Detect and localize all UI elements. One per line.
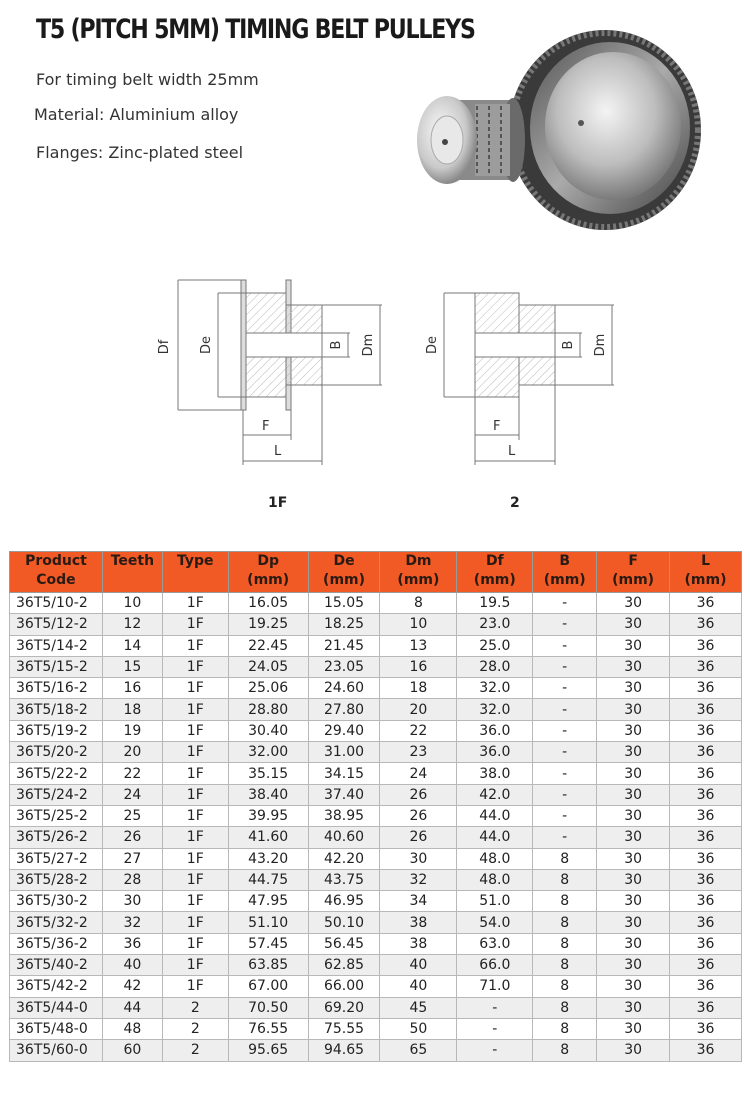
table-cell: 27.80	[308, 699, 380, 720]
table-cell: 8	[533, 1018, 597, 1039]
table-cell: 36	[102, 933, 162, 954]
table-cell: 50.10	[308, 912, 380, 933]
table-cell: 31.00	[308, 742, 380, 763]
table-cell: 8	[533, 997, 597, 1018]
table-cell: 19.5	[457, 593, 533, 614]
dim-dm-label-2: Dm	[593, 333, 608, 357]
table-cell: 48.0	[457, 848, 533, 869]
table-cell: 36	[670, 976, 742, 997]
table-cell: 36	[670, 912, 742, 933]
table-cell: 30	[597, 699, 670, 720]
dim-df-label: Df	[157, 339, 172, 355]
table-cell: 34	[380, 891, 457, 912]
table-cell: 30	[597, 827, 670, 848]
table-cell: 30	[597, 1018, 670, 1039]
drawing-type-1f	[178, 280, 382, 465]
table-cell: 8	[533, 848, 597, 869]
table-cell: -	[533, 805, 597, 826]
dim-l-label: L	[274, 444, 282, 459]
table-cell: 8	[380, 593, 457, 614]
table-cell: 51.10	[228, 912, 308, 933]
table-cell: 25.0	[457, 635, 533, 656]
table-cell: 38	[380, 933, 457, 954]
table-cell: 30.40	[228, 720, 308, 741]
table-cell: 29.40	[308, 720, 380, 741]
table-cell: 1F	[162, 763, 228, 784]
table-cell: 36.0	[457, 742, 533, 763]
table-cell: -	[533, 614, 597, 635]
table-cell: 28	[102, 869, 162, 890]
table-cell: -	[533, 593, 597, 614]
table-cell: 22	[102, 763, 162, 784]
column-header-unit: (mm)	[323, 572, 366, 588]
table-cell: 14	[102, 635, 162, 656]
table-cell: -	[457, 997, 533, 1018]
table-cell: 30	[597, 763, 670, 784]
table-cell: -	[533, 699, 597, 720]
table-cell: 36	[670, 593, 742, 614]
column-header-unit: (mm)	[543, 572, 586, 588]
table-cell: 75.55	[308, 1018, 380, 1039]
column-header-name: Product	[25, 553, 87, 569]
drawing-label-1f: 1F	[268, 495, 288, 511]
table-cell: 42	[102, 976, 162, 997]
table-cell: 51.0	[457, 891, 533, 912]
table-cell: 18	[380, 678, 457, 699]
table-cell: 44.75	[228, 869, 308, 890]
table-cell: -	[533, 635, 597, 656]
table-cell: 38.95	[308, 805, 380, 826]
table-cell: 36T5/27-2	[10, 848, 103, 869]
table-cell: 36T5/24-2	[10, 784, 103, 805]
table-cell: 36	[670, 997, 742, 1018]
table-cell: 1F	[162, 635, 228, 656]
table-cell: 1F	[162, 784, 228, 805]
table-cell: 8	[533, 955, 597, 976]
table-cell: -	[533, 656, 597, 677]
table-cell: 36	[670, 933, 742, 954]
table-cell: 36T5/25-2	[10, 805, 103, 826]
table-cell: 21.45	[308, 635, 380, 656]
column-header	[457, 552, 533, 593]
table-cell: 36	[670, 827, 742, 848]
table-cell: 13	[380, 635, 457, 656]
table-cell: 32	[380, 869, 457, 890]
drawing-type-2	[444, 293, 614, 465]
table-cell: 18	[102, 699, 162, 720]
column-header-name: Teeth	[110, 553, 155, 569]
table-cell: 38	[380, 912, 457, 933]
table-cell: 36	[670, 635, 742, 656]
table-cell: 40	[380, 976, 457, 997]
table-header-row	[10, 552, 742, 593]
table-cell: 25.06	[228, 678, 308, 699]
table-cell: 36	[670, 848, 742, 869]
table-cell: 63.0	[457, 933, 533, 954]
table-cell: 36T5/28-2	[10, 869, 103, 890]
table-cell: 36T5/12-2	[10, 614, 103, 635]
dim-l-label-2: L	[508, 444, 516, 459]
table-cell: 30	[597, 997, 670, 1018]
table-cell: 32.0	[457, 678, 533, 699]
table-cell: 36T5/30-2	[10, 891, 103, 912]
table-cell: 30	[597, 720, 670, 741]
table-cell: 24.05	[228, 656, 308, 677]
table-row	[10, 763, 742, 784]
spec-flanges: Flanges: Zinc-plated steel	[36, 143, 244, 162]
table-cell: 1F	[162, 933, 228, 954]
table-cell: 45	[380, 997, 457, 1018]
table-cell: 30	[597, 933, 670, 954]
table-cell: 36T5/19-2	[10, 720, 103, 741]
table-cell: 66.0	[457, 955, 533, 976]
page-title: T5 (PITCH 5MM) TIMING BELT PULLEYS	[36, 14, 475, 45]
dimension-drawings	[150, 275, 630, 525]
table-cell: 1F	[162, 891, 228, 912]
column-header-name: Dm	[405, 553, 432, 569]
pulley-photo	[405, 20, 705, 230]
table-cell: 1F	[162, 699, 228, 720]
table-cell: 30	[597, 593, 670, 614]
column-header-unit: (mm)	[397, 572, 440, 588]
table-cell: 8	[533, 891, 597, 912]
table-row	[10, 891, 742, 912]
table-cell: 95.65	[228, 1040, 308, 1061]
column-header-name: B	[559, 553, 571, 569]
table-cell: 40	[380, 955, 457, 976]
table-cell: 44	[102, 997, 162, 1018]
table-cell: 65	[380, 1040, 457, 1061]
table-cell: 54.0	[457, 912, 533, 933]
table-cell: 24.60	[308, 678, 380, 699]
table-cell: 23	[380, 742, 457, 763]
table-cell: 30	[597, 869, 670, 890]
table-cell: 36	[670, 891, 742, 912]
table-cell: 30	[597, 955, 670, 976]
column-header	[533, 552, 597, 593]
table-cell: 30	[102, 891, 162, 912]
table-row	[10, 593, 742, 614]
table-cell: 36T5/10-2	[10, 593, 103, 614]
table-cell: 30	[597, 976, 670, 997]
table-row	[10, 869, 742, 890]
table-cell: 40	[102, 955, 162, 976]
table-cell: 1F	[162, 742, 228, 763]
table-cell: -	[533, 742, 597, 763]
table-cell: 32	[102, 912, 162, 933]
table-cell: 36	[670, 742, 742, 763]
column-header	[102, 552, 162, 593]
table-cell: 26	[380, 784, 457, 805]
table-cell: 30	[597, 805, 670, 826]
dim-b-label-2: B	[561, 340, 576, 350]
table-cell: 28.0	[457, 656, 533, 677]
table-cell: 16	[380, 656, 457, 677]
table-cell: 16.05	[228, 593, 308, 614]
column-header-name: F	[628, 553, 638, 569]
table-row	[10, 976, 742, 997]
table-cell: 19	[102, 720, 162, 741]
table-cell: 1F	[162, 976, 228, 997]
table-cell: 26	[380, 827, 457, 848]
dim-f-label: F	[262, 419, 270, 434]
large-pulley	[509, 30, 701, 230]
table-cell: 32.00	[228, 742, 308, 763]
table-cell: 36	[670, 955, 742, 976]
table-cell: 36	[670, 805, 742, 826]
table-cell: 30	[380, 848, 457, 869]
table-cell: 66.00	[308, 976, 380, 997]
table-row	[10, 635, 742, 656]
table-cell: 15.05	[308, 593, 380, 614]
table-cell: 30	[597, 635, 670, 656]
table-cell: 36T5/36-2	[10, 933, 103, 954]
table-cell: 26	[102, 827, 162, 848]
table-cell: 36	[670, 1040, 742, 1061]
table-cell: 48.0	[457, 869, 533, 890]
table-cell: 94.65	[308, 1040, 380, 1061]
table-cell: 41.60	[228, 827, 308, 848]
table-cell: 1F	[162, 678, 228, 699]
table-cell: 8	[533, 912, 597, 933]
table-row	[10, 784, 742, 805]
spec-material: Material: Aluminium alloy	[34, 105, 239, 124]
column-header	[228, 552, 308, 593]
table-cell: 30	[597, 656, 670, 677]
table-cell: 36	[670, 678, 742, 699]
table-cell: 22	[380, 720, 457, 741]
table-cell: 10	[380, 614, 457, 635]
table-cell: 43.75	[308, 869, 380, 890]
table-row	[10, 912, 742, 933]
table-cell: 37.40	[308, 784, 380, 805]
column-header-unit: Code	[36, 572, 76, 588]
table-cell: 40.60	[308, 827, 380, 848]
table-cell: 36T5/15-2	[10, 656, 103, 677]
table-cell: 36T5/44-0	[10, 997, 103, 1018]
table-cell: 36	[670, 720, 742, 741]
table-cell: -	[533, 720, 597, 741]
table-cell: 36	[670, 1018, 742, 1039]
table-cell: 36T5/14-2	[10, 635, 103, 656]
table-cell: 56.45	[308, 933, 380, 954]
table-cell: 36	[670, 763, 742, 784]
column-header-name: Type	[177, 553, 214, 569]
table-cell: 8	[533, 933, 597, 954]
dim-de-label-2: De	[425, 335, 440, 355]
column-header-name: L	[701, 553, 710, 569]
table-cell: 42.20	[308, 848, 380, 869]
column-header	[670, 552, 742, 593]
table-cell: 42.0	[457, 784, 533, 805]
table-cell: -	[457, 1040, 533, 1061]
column-header	[162, 552, 228, 593]
table-cell: 1F	[162, 955, 228, 976]
table-cell: 26	[380, 805, 457, 826]
table-cell: 2	[162, 997, 228, 1018]
table-row	[10, 614, 742, 635]
table-cell: 1F	[162, 827, 228, 848]
column-header-name: Dp	[257, 553, 279, 569]
table-cell: 36.0	[457, 720, 533, 741]
table-cell: 24	[380, 763, 457, 784]
table-cell: 38.40	[228, 784, 308, 805]
table-cell: 47.95	[228, 891, 308, 912]
table-cell: 57.45	[228, 933, 308, 954]
table-cell: 22.45	[228, 635, 308, 656]
table-cell: 1F	[162, 593, 228, 614]
table-cell: 18.25	[308, 614, 380, 635]
table-cell: -	[533, 784, 597, 805]
table-row	[10, 742, 742, 763]
table-cell: 35.15	[228, 763, 308, 784]
table-row	[10, 720, 742, 741]
table-cell: 27	[102, 848, 162, 869]
small-pulley	[417, 96, 525, 184]
table-cell: -	[533, 763, 597, 784]
table-row	[10, 827, 742, 848]
table-cell: -	[533, 827, 597, 848]
table-cell: 28.80	[228, 699, 308, 720]
table-cell: 63.85	[228, 955, 308, 976]
table-cell: 39.95	[228, 805, 308, 826]
column-header	[380, 552, 457, 593]
table-cell: 30	[597, 784, 670, 805]
column-header-name: Df	[485, 553, 504, 569]
table-cell: 36T5/22-2	[10, 763, 103, 784]
table-row	[10, 1018, 742, 1039]
column-header	[597, 552, 670, 593]
table-cell: 8	[533, 869, 597, 890]
column-header	[10, 552, 103, 593]
column-header	[308, 552, 380, 593]
table-row	[10, 1040, 742, 1061]
table-cell: 20	[380, 699, 457, 720]
table-cell: 30	[597, 912, 670, 933]
column-header-unit: (mm)	[612, 572, 655, 588]
table-row	[10, 997, 742, 1018]
table-cell: 48	[102, 1018, 162, 1039]
table-cell: 30	[597, 848, 670, 869]
table-cell: 1F	[162, 848, 228, 869]
table-cell: 36	[670, 614, 742, 635]
table-cell: 8	[533, 1040, 597, 1061]
table-cell: 36T5/40-2	[10, 955, 103, 976]
table-cell: 69.20	[308, 997, 380, 1018]
pulley-spec-table	[9, 551, 742, 1062]
table-cell: 1F	[162, 614, 228, 635]
table-cell: -	[533, 678, 597, 699]
table-cell: 76.55	[228, 1018, 308, 1039]
column-header-name: De	[333, 553, 355, 569]
table-row	[10, 678, 742, 699]
table-cell: 62.85	[308, 955, 380, 976]
table-cell: 43.20	[228, 848, 308, 869]
table-cell: 2	[162, 1018, 228, 1039]
table-cell: 36T5/60-0	[10, 1040, 103, 1061]
table-cell: 30	[597, 678, 670, 699]
table-cell: 1F	[162, 869, 228, 890]
table-cell: 36	[670, 784, 742, 805]
column-header-unit: (mm)	[247, 572, 290, 588]
table-cell: 30	[597, 614, 670, 635]
table-row	[10, 848, 742, 869]
table-row	[10, 656, 742, 677]
table-cell: 32.0	[457, 699, 533, 720]
table-cell: 20	[102, 742, 162, 763]
dim-dm-label: Dm	[361, 333, 376, 357]
table-cell: -	[457, 1018, 533, 1039]
table-cell: 16	[102, 678, 162, 699]
table-cell: 36T5/26-2	[10, 827, 103, 848]
drawing-label-2: 2	[510, 495, 520, 511]
table-cell: 36T5/16-2	[10, 678, 103, 699]
table-cell: 36T5/42-2	[10, 976, 103, 997]
table-cell: 30	[597, 1040, 670, 1061]
table-cell: 36	[670, 869, 742, 890]
spec-belt-width: For timing belt width 25mm	[36, 70, 259, 89]
table-body	[10, 593, 742, 1062]
column-header-unit: (mm)	[684, 572, 727, 588]
table-cell: 30	[597, 891, 670, 912]
table-cell: 1F	[162, 912, 228, 933]
table-cell: 38.0	[457, 763, 533, 784]
table-cell: 12	[102, 614, 162, 635]
table-cell: 36T5/48-0	[10, 1018, 103, 1039]
table-cell: 36T5/32-2	[10, 912, 103, 933]
column-header-unit: (mm)	[473, 572, 516, 588]
table-cell: 36T5/18-2	[10, 699, 103, 720]
table-cell: 67.00	[228, 976, 308, 997]
table-cell: 8	[533, 976, 597, 997]
table-row	[10, 933, 742, 954]
table-cell: 71.0	[457, 976, 533, 997]
table-row	[10, 955, 742, 976]
dim-de-label: De	[199, 335, 214, 355]
table-cell: 2	[162, 1040, 228, 1061]
table-cell: 44.0	[457, 805, 533, 826]
table-cell: 1F	[162, 805, 228, 826]
table-cell: 46.95	[308, 891, 380, 912]
table-cell: 30	[597, 742, 670, 763]
table-cell: 25	[102, 805, 162, 826]
table-cell: 34.15	[308, 763, 380, 784]
table-cell: 36	[670, 699, 742, 720]
table-cell: 60	[102, 1040, 162, 1061]
table-cell: 36T5/20-2	[10, 742, 103, 763]
table-row	[10, 805, 742, 826]
table-cell: 1F	[162, 720, 228, 741]
table-cell: 1F	[162, 656, 228, 677]
table-cell: 36	[670, 656, 742, 677]
table-cell: 50	[380, 1018, 457, 1039]
table-cell: 15	[102, 656, 162, 677]
table-cell: 10	[102, 593, 162, 614]
table-cell: 19.25	[228, 614, 308, 635]
table-cell: 24	[102, 784, 162, 805]
dim-b-label: B	[329, 340, 344, 350]
table-row	[10, 699, 742, 720]
table-cell: 23.0	[457, 614, 533, 635]
table-cell: 23.05	[308, 656, 380, 677]
table-cell: 44.0	[457, 827, 533, 848]
table-cell: 70.50	[228, 997, 308, 1018]
dim-f-label-2: F	[493, 419, 501, 434]
